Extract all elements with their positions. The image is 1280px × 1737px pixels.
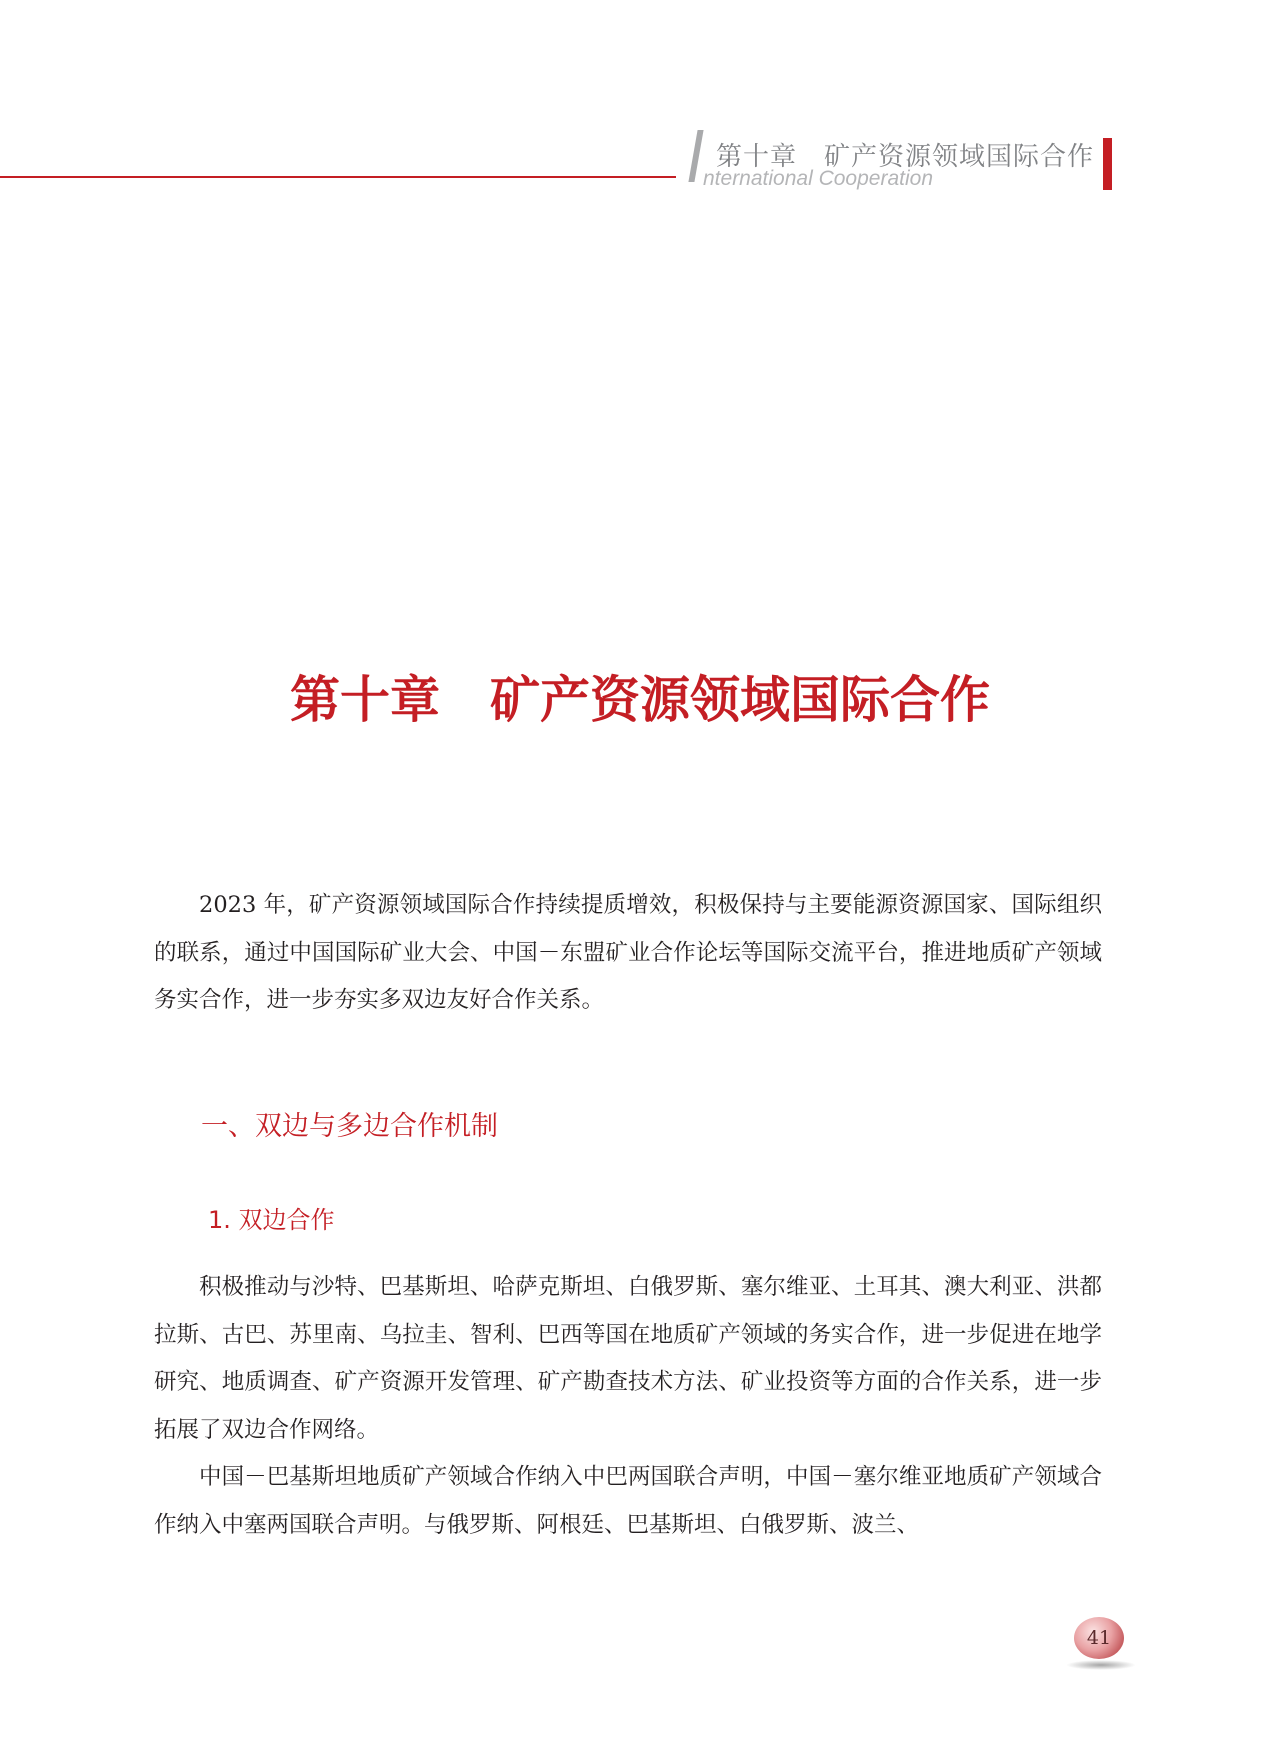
running-header-english: nternational Cooperation [703, 167, 933, 190]
section-heading: 一、双边与多边合作机制 [201, 1111, 498, 1142]
header-rule [0, 176, 676, 178]
body-paragraph: 中国－巴基斯坦地质矿产领域合作纳入中巴两国联合声明，中国－塞尔维亚地质矿产领域合作纳入中塞两国联合声明。与俄罗斯、阿根廷、巴基斯坦、白俄罗斯、波兰、 [154, 1464, 1102, 1538]
subsection-heading: 1. 双边合作 [208, 1206, 335, 1234]
page-number-shadow [1066, 1660, 1136, 1670]
chapter-title: 第十章 矿产资源领域国际合作 [290, 671, 990, 729]
intro-paragraph: 2023 年，矿产资源领域国际合作持续提质增效，积极保持与主要能源资源国家、国际组织的联系，通过中国国际矿业大会、中国－东盟矿业合作论坛等国际交流平台，推进地质矿产领域务实合作，进一步夯实多双边友好合作关系。 [154, 892, 1102, 1013]
header-accent-bar [1103, 138, 1112, 190]
running-header-chapter: 第十章 矿产资源领域国际合作 [716, 142, 1095, 172]
page-number: 41 [1086, 1627, 1112, 1649]
body-paragraph: 积极推动与沙特、巴基斯坦、哈萨克斯坦、白俄罗斯、塞尔维亚、土耳其、澳大利亚、洪都拉斯、古巴、苏里南、乌拉圭、智利、巴西等国在地质矿产领域的务实合作，进一步促进在地学研究、地质调查、矿产资源开发管理、矿产勘查技术方法、矿业投资等方面的合作关系，进一步拓展了双边合作网络。 [154, 1274, 1102, 1443]
header-slash-mark [688, 130, 703, 182]
